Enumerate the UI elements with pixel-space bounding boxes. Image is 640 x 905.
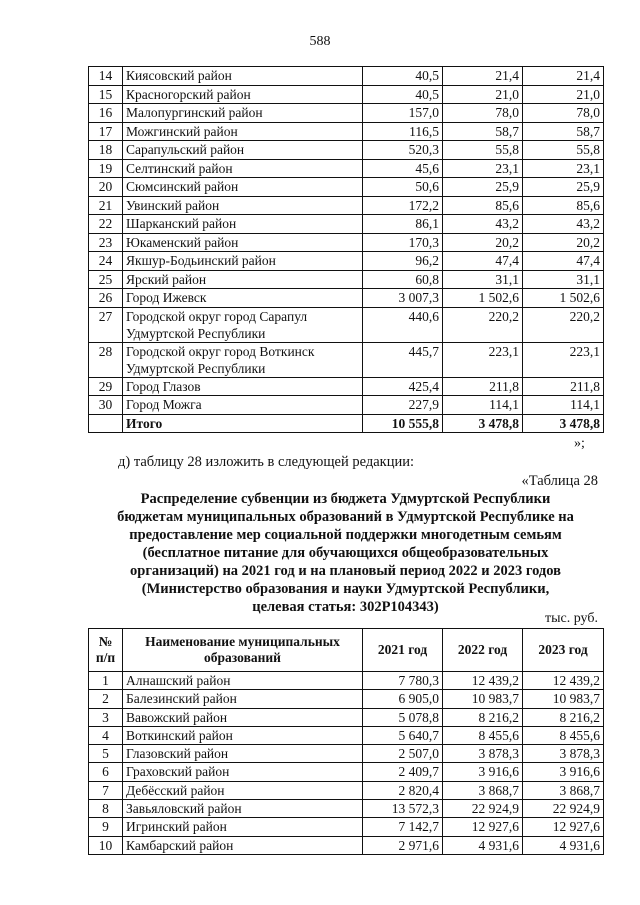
district-name: Город Ижевск [123, 289, 363, 308]
value-cell: 2 409,7 [363, 763, 443, 781]
value-cell: 85,6 [523, 196, 604, 215]
header-number: № п/п [89, 629, 123, 672]
value-cell: 55,8 [443, 141, 523, 160]
row-number: 27 [89, 307, 123, 342]
district-name: Красногорский район [123, 85, 363, 104]
district-name: Шарканский район [123, 215, 363, 234]
value-cell: 220,2 [523, 307, 604, 342]
table-row [89, 800, 604, 818]
closing-quote-mark: »; [574, 436, 585, 451]
district-name: Игринский район [123, 818, 363, 836]
title-line: Распределение субвенции из бюджета Удмуртской Республики [140, 491, 551, 507]
total-number-cell [89, 414, 123, 433]
value-cell: 220,2 [443, 307, 523, 342]
table-row [89, 289, 604, 308]
value-cell: 43,2 [443, 215, 523, 234]
district-name: Юкаменский район [123, 233, 363, 252]
subvention-table-28 [88, 628, 604, 855]
row-number: 14 [89, 67, 123, 86]
value-cell: 78,0 [523, 104, 604, 123]
row-number: 17 [89, 122, 123, 141]
value-cell: 96,2 [363, 252, 443, 271]
total-label: Итого [123, 414, 363, 433]
title-line: предоставление мер социальной поддержки многодетным семьям [129, 527, 562, 543]
value-cell: 6 905,0 [363, 690, 443, 708]
value-cell: 8 216,2 [523, 708, 604, 726]
district-name: Сарапульский район [123, 141, 363, 160]
row-number: 6 [89, 763, 123, 781]
value-cell: 85,6 [443, 196, 523, 215]
value-cell: 2 507,0 [363, 745, 443, 763]
value-cell: 116,5 [363, 122, 443, 141]
table-row [89, 396, 604, 415]
value-cell: 60,8 [363, 270, 443, 289]
table-row [89, 270, 604, 289]
title-line: (Министерство образования и науки Удмуртской Республики, [141, 581, 550, 597]
district-name: Дебёсский район [123, 781, 363, 799]
row-number: 2 [89, 690, 123, 708]
value-cell: 170,3 [363, 233, 443, 252]
subvention-table-continued [88, 66, 604, 433]
value-cell: 2 971,6 [363, 836, 443, 854]
district-name: Камбарский район [123, 836, 363, 854]
value-cell: 5 078,8 [363, 708, 443, 726]
district-name: Селтинский район [123, 159, 363, 178]
value-cell: 2 820,4 [363, 781, 443, 799]
header-name: Наименование муниципальных образований [123, 629, 363, 672]
header-year-2023: 2023 год [523, 629, 604, 672]
district-name: Завьяловский район [123, 800, 363, 818]
row-number: 7 [89, 781, 123, 799]
table-title [88, 490, 603, 616]
row-number: 25 [89, 270, 123, 289]
value-cell: 45,6 [363, 159, 443, 178]
table-row [89, 159, 604, 178]
table2-body [89, 672, 604, 855]
value-cell: 7 142,7 [363, 818, 443, 836]
value-cell: 21,4 [523, 67, 604, 86]
header-year-2022: 2022 год [443, 629, 523, 672]
row-number: 3 [89, 708, 123, 726]
title-line: целевая статья: 302P104343) [252, 599, 439, 615]
value-cell: 157,0 [363, 104, 443, 123]
table-row [89, 85, 604, 104]
value-cell: 440,6 [363, 307, 443, 342]
total-value-2: 3 478,8 [443, 414, 523, 433]
value-cell: 425,4 [363, 377, 443, 396]
value-cell: 1 502,6 [523, 289, 604, 308]
district-name: Глазовский район [123, 745, 363, 763]
table-row [89, 690, 604, 708]
district-name: Город Можга [123, 396, 363, 415]
value-cell: 12 927,6 [443, 818, 523, 836]
row-number: 4 [89, 726, 123, 744]
row-number: 23 [89, 233, 123, 252]
value-cell: 50,6 [363, 178, 443, 197]
value-cell: 43,2 [523, 215, 604, 234]
district-name: Балезинский район [123, 690, 363, 708]
district-name: Городской округ город Воткинск Удмуртской Республики [123, 342, 363, 377]
value-cell: 8 455,6 [523, 726, 604, 744]
row-number: 24 [89, 252, 123, 271]
value-cell: 40,5 [363, 85, 443, 104]
row-number: 21 [89, 196, 123, 215]
district-name: Вавожский район [123, 708, 363, 726]
district-name: Ярский район [123, 270, 363, 289]
table-row [89, 178, 604, 197]
value-cell: 20,2 [523, 233, 604, 252]
value-cell: 3 007,3 [363, 289, 443, 308]
district-name: Киясовский район [123, 67, 363, 86]
value-cell: 21,4 [443, 67, 523, 86]
row-number: 20 [89, 178, 123, 197]
value-cell: 47,4 [523, 252, 604, 271]
table-row [89, 196, 604, 215]
title-line: организаций) на 2021 год и на плановый период 2022 и 2023 годов [130, 563, 561, 579]
value-cell: 8 216,2 [443, 708, 523, 726]
value-cell: 40,5 [363, 67, 443, 86]
value-cell: 22 924,9 [523, 800, 604, 818]
value-cell: 223,1 [523, 342, 604, 377]
row-number: 1 [89, 672, 123, 690]
district-name: Сюмсинский район [123, 178, 363, 197]
value-cell: 114,1 [523, 396, 604, 415]
table-row [89, 763, 604, 781]
table-row [89, 836, 604, 854]
amendment-instruction: д) таблицу 28 изложить в следующей редакции: [118, 454, 415, 470]
value-cell: 520,3 [363, 141, 443, 160]
title-line: (бесплатное питание для обучающихся общеобразовательных [142, 545, 549, 561]
value-cell: 23,1 [523, 159, 604, 178]
value-cell: 55,8 [523, 141, 604, 160]
value-cell: 58,7 [443, 122, 523, 141]
table-row [89, 672, 604, 690]
value-cell: 58,7 [523, 122, 604, 141]
value-cell: 8 455,6 [443, 726, 523, 744]
value-cell: 12 439,2 [443, 672, 523, 690]
value-cell: 3 868,7 [443, 781, 523, 799]
table2-header-row [89, 629, 604, 672]
table-row [89, 122, 604, 141]
table-number-label: «Таблица 28 [521, 473, 598, 489]
value-cell: 3 916,6 [523, 763, 604, 781]
district-name: Можгинский район [123, 122, 363, 141]
table-row [89, 781, 604, 799]
value-cell: 3 916,6 [443, 763, 523, 781]
value-cell: 4 931,6 [523, 836, 604, 854]
value-cell: 3 878,3 [443, 745, 523, 763]
value-cell: 211,8 [443, 377, 523, 396]
value-cell: 21,0 [443, 85, 523, 104]
table-row [89, 215, 604, 234]
row-number: 28 [89, 342, 123, 377]
value-cell: 78,0 [443, 104, 523, 123]
table-row [89, 708, 604, 726]
row-number: 15 [89, 85, 123, 104]
value-cell: 31,1 [443, 270, 523, 289]
row-number: 9 [89, 818, 123, 836]
value-cell: 445,7 [363, 342, 443, 377]
table-row [89, 745, 604, 763]
table-row [89, 818, 604, 836]
row-number: 29 [89, 377, 123, 396]
table-row [89, 233, 604, 252]
table-row [89, 342, 604, 377]
value-cell: 10 983,7 [443, 690, 523, 708]
value-cell: 3 868,7 [523, 781, 604, 799]
table1-body [89, 67, 604, 415]
table-row [89, 141, 604, 160]
district-name: Граховский район [123, 763, 363, 781]
district-name: Увинский район [123, 196, 363, 215]
header-year-2021: 2021 год [363, 629, 443, 672]
table-row [89, 252, 604, 271]
value-cell: 5 640,7 [363, 726, 443, 744]
value-cell: 25,9 [443, 178, 523, 197]
value-cell: 31,1 [523, 270, 604, 289]
value-cell: 86,1 [363, 215, 443, 234]
total-value-3: 3 478,8 [523, 414, 604, 433]
value-cell: 25,9 [523, 178, 604, 197]
value-cell: 172,2 [363, 196, 443, 215]
value-cell: 10 983,7 [523, 690, 604, 708]
value-cell: 23,1 [443, 159, 523, 178]
row-number: 30 [89, 396, 123, 415]
row-number: 18 [89, 141, 123, 160]
value-cell: 7 780,3 [363, 672, 443, 690]
district-name: Малопургинский район [123, 104, 363, 123]
value-cell: 21,0 [523, 85, 604, 104]
value-cell: 3 878,3 [523, 745, 604, 763]
table-row [89, 377, 604, 396]
value-cell: 227,9 [363, 396, 443, 415]
page-number: 588 [309, 34, 331, 49]
units-label: тыс. руб. [545, 611, 598, 626]
total-row [89, 414, 604, 433]
row-number: 26 [89, 289, 123, 308]
row-number: 22 [89, 215, 123, 234]
title-line: бюджетам муниципальных образований в Удмуртской Республике на [117, 509, 574, 525]
district-name: Воткинский район [123, 726, 363, 744]
table-row [89, 307, 604, 342]
district-name: Городской округ город Сарапул Удмуртской Республики [123, 307, 363, 342]
value-cell: 1 502,6 [443, 289, 523, 308]
value-cell: 223,1 [443, 342, 523, 377]
value-cell: 12 439,2 [523, 672, 604, 690]
value-cell: 12 927,6 [523, 818, 604, 836]
total-value-1: 10 555,8 [363, 414, 443, 433]
row-number: 8 [89, 800, 123, 818]
row-number: 10 [89, 836, 123, 854]
table-row [89, 104, 604, 123]
value-cell: 13 572,3 [363, 800, 443, 818]
value-cell: 4 931,6 [443, 836, 523, 854]
value-cell: 22 924,9 [443, 800, 523, 818]
value-cell: 47,4 [443, 252, 523, 271]
row-number: 16 [89, 104, 123, 123]
value-cell: 211,8 [523, 377, 604, 396]
row-number: 19 [89, 159, 123, 178]
district-name: Алнашский район [123, 672, 363, 690]
table-row [89, 67, 604, 86]
district-name: Город Глазов [123, 377, 363, 396]
value-cell: 114,1 [443, 396, 523, 415]
value-cell: 20,2 [443, 233, 523, 252]
table-row [89, 726, 604, 744]
row-number: 5 [89, 745, 123, 763]
district-name: Якшур-Бодьинский район [123, 252, 363, 271]
